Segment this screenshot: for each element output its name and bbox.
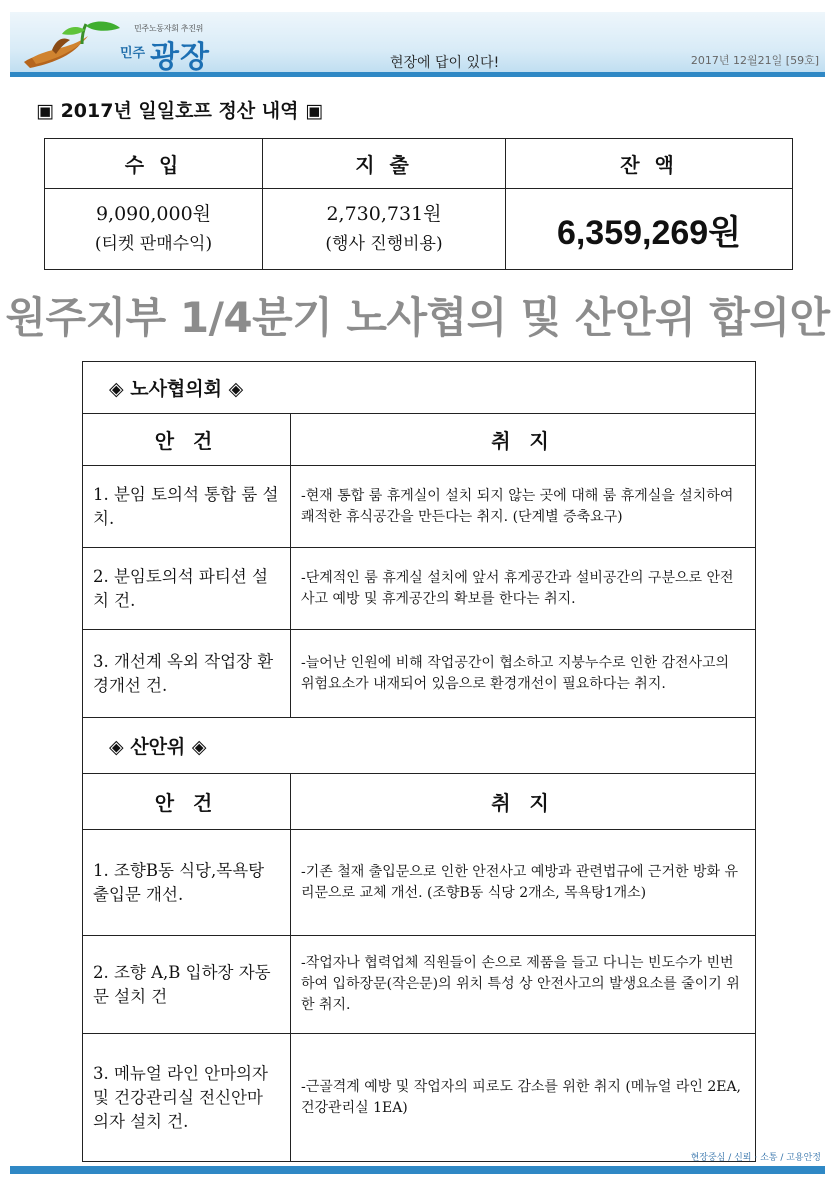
- expense-amount: 2,730,731원: [326, 203, 442, 225]
- labor-purpose-header: 취 지: [291, 414, 756, 466]
- footer-bar: [10, 1166, 825, 1174]
- safety-purpose-2: -작업자나 협력업체 직원들이 손으로 제품을 들고 다니는 빈도수가 빈번하여 입하장문(작은문)의 위치 특성 상 안전사고의 발생요소를 줄이기 위한 취지.: [291, 936, 756, 1034]
- safety-category-row: [83, 718, 756, 774]
- labor-category-row: [83, 362, 756, 414]
- labor-purpose-3: -늘어난 인원에 비해 작업공간이 협소하고 지붕누수로 인한 감전사고의 위험요소가 내재되어 있음으로 환경개선이 필요하다는 취지.: [291, 630, 756, 718]
- expense-header: 지 출: [263, 139, 506, 189]
- table-row: [83, 548, 756, 630]
- newsletter-logo: [22, 18, 212, 75]
- table-row: [83, 936, 756, 1034]
- slogan: 현장에 답이 있다!: [390, 55, 500, 71]
- labor-item-2: 2. 분임토의석 파티션 설치 건.: [83, 548, 291, 630]
- safety-purpose-1: -기존 철재 출입문으로 인한 안전사고 예방과 관련법규에 근거한 방화 유리문으로 교체 개선. (조향B동 식당 2개소, 목욕탕1개소): [291, 830, 756, 936]
- safety-category: ◈ 산안위 ◈: [83, 718, 756, 774]
- agreement-table: [82, 361, 756, 1162]
- labor-category: ◈ 노사협의회 ◈: [83, 362, 756, 414]
- agreement-heading: 원주지부 1/4분기 노사협의 및 산안위 합의안: [5, 293, 830, 342]
- safety-purpose-3: -근골격계 예방 및 작업자의 피로도 감소를 위한 취지 (메뉴얼 라인 2EA, 건강관리실 1EA): [291, 1034, 756, 1162]
- masthead-underline: [10, 72, 825, 77]
- safety-header-row: [83, 774, 756, 830]
- balance-amount: 6,359,269원: [506, 189, 793, 270]
- logo-prefix: 민주: [120, 46, 146, 61]
- issue-date: 2017년 12월21일 [59호]: [690, 54, 819, 67]
- labor-purpose-1: -현재 통합 룸 휴게실이 설치 되지 않는 곳에 대해 룸 휴게실을 설치하여 쾌적한 휴식공간을 만든다는 취지. (단계별 증축요구): [291, 466, 756, 548]
- settlement-header-row: [45, 139, 793, 189]
- income-note: (티켓 판매수익): [94, 234, 213, 254]
- labor-header-row: [83, 414, 756, 466]
- table-row: [83, 466, 756, 548]
- safety-item-1: 1. 조향B동 식당,목욕탕 출입문 개선.: [83, 830, 291, 936]
- income-cell: [45, 189, 263, 270]
- expense-cell: [263, 189, 506, 270]
- labor-item-1: 1. 분임 토의석 통합 룸 설치.: [83, 466, 291, 548]
- settlement-title: ▣ 2017년 일일호프 정산 내역 ▣: [36, 100, 324, 122]
- sprout-logo-icon: [22, 20, 132, 70]
- safety-item-header: 안 건: [83, 774, 291, 830]
- masthead: [10, 12, 825, 76]
- labor-item-header: 안 건: [83, 414, 291, 466]
- table-row: [83, 630, 756, 718]
- expense-note: (행사 진행비용): [325, 234, 443, 254]
- table-row: [83, 830, 756, 936]
- settlement-table: [44, 138, 793, 270]
- income-amount: 9,090,000원: [95, 203, 212, 225]
- balance-header: 잔 액: [506, 139, 793, 189]
- logo-subtitle: 민주노동자회 추진위: [134, 24, 204, 33]
- logo-title: 광장: [150, 40, 210, 75]
- safety-purpose-header: 취 지: [291, 774, 756, 830]
- safety-item-2: 2. 조향 A,B 입하장 자동문 설치 건: [83, 936, 291, 1034]
- table-row: [83, 1034, 756, 1162]
- labor-purpose-2: -단계적인 룸 휴게실 설치에 앞서 휴게공간과 설비공간의 구분으로 안전사고 예방 및 휴게공간의 확보를 한다는 취지.: [291, 548, 756, 630]
- safety-item-3: 3. 메뉴얼 라인 안마의자 및 건강관리실 전신안마 의자 설치 건.: [83, 1034, 291, 1162]
- settlement-value-row: [45, 189, 793, 270]
- income-header: 수 입: [45, 139, 263, 189]
- labor-item-3: 3. 개선계 옥외 작업장 환경개선 건.: [83, 630, 291, 718]
- footer-motto: 현장중심 / 신뢰 · 소통 / 고용안정: [690, 1153, 821, 1163]
